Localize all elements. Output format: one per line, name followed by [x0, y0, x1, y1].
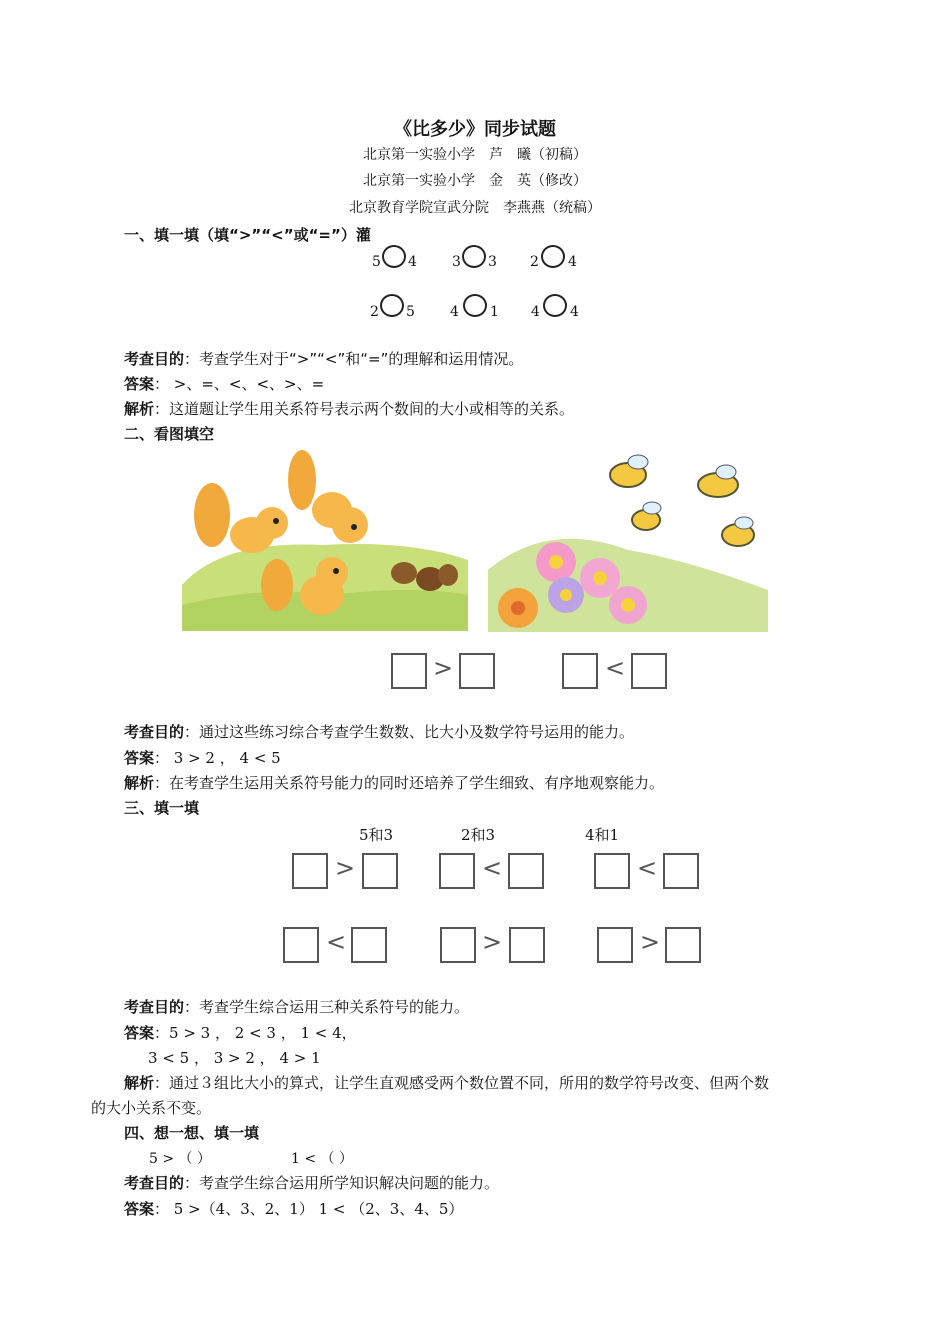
number: 2 [530, 254, 539, 270]
answer-box[interactable] [597, 927, 633, 963]
number: 5 [372, 254, 381, 270]
page-title: 《比多少》同步试题 [394, 119, 556, 140]
number: 3 [452, 254, 461, 270]
purpose-line: 考查目的：通过这些练习综合考查学生数数、比大小及数学符号运用的能力。 [124, 723, 635, 741]
squirrels-acorns-illustration [182, 445, 468, 631]
analysis-line: 解析：在考查学生运用关系符号能力的同时还培养了学生细致、有序地观察能力。 [124, 774, 665, 792]
answer-circle[interactable] [543, 294, 567, 317]
exercise-greater: 5 > （ ） [149, 1151, 211, 1167]
flower [609, 586, 647, 624]
number: 4 [531, 304, 540, 320]
flower [498, 588, 538, 628]
answer-box[interactable] [663, 853, 699, 889]
answer-box[interactable] [439, 853, 475, 889]
flower [536, 542, 576, 582]
exercise-less: 1 < （ ） [291, 1151, 353, 1167]
section-3-heading: 三、填一填 [124, 799, 200, 817]
number-pair: 4和1 [585, 826, 620, 844]
flower [580, 558, 620, 598]
number-pair: 5和3 [359, 826, 394, 844]
relation-sign: > [335, 854, 356, 882]
answer-box[interactable] [594, 853, 630, 889]
purpose-line: 考查目的：考查学生对于“>”“<”和“=”的理解和运用情况。 [124, 350, 524, 368]
number: 3 [488, 254, 497, 270]
answer-box[interactable] [631, 653, 667, 689]
section-2-heading: 二、看图填空 [124, 425, 215, 443]
answer-circle[interactable] [541, 245, 565, 268]
relation-sign: < [482, 854, 503, 882]
section-4-heading: 四、想一想、填一填 [124, 1124, 260, 1142]
bees-flowers-illustration [488, 450, 768, 632]
answer-circle[interactable] [380, 294, 404, 317]
answer-circle[interactable] [462, 245, 486, 268]
relation-sign: > [433, 654, 454, 682]
answer-line-continued: 3 < 5 ， 3 > 2 ， 4 > 1 [148, 1049, 321, 1067]
answer-circle[interactable] [382, 245, 406, 268]
analysis-line-continued: 的大小关系不变。 [91, 1099, 212, 1117]
relation-sign: < [326, 928, 347, 956]
relation-sign: > [640, 928, 661, 956]
answer-box[interactable] [292, 853, 328, 889]
analysis-line: 解析：这道题让学生用关系符号表示两个数间的大小或相等的关系。 [124, 400, 575, 418]
answer-box[interactable] [283, 927, 319, 963]
number: 4 [408, 254, 417, 270]
relation-sign: < [637, 854, 658, 882]
answer-box[interactable] [362, 853, 398, 889]
number: 2 [370, 304, 379, 320]
answer-box[interactable] [459, 653, 495, 689]
flower [548, 577, 584, 613]
author-line: 北京教育学院宣武分院 李燕燕（统稿） [349, 200, 601, 216]
number: 1 [490, 304, 499, 320]
number: 5 [406, 304, 415, 320]
answer-box[interactable] [351, 927, 387, 963]
number-pair: 2和3 [461, 826, 496, 844]
answer-box[interactable] [391, 653, 427, 689]
answer-box[interactable] [508, 853, 544, 889]
relation-sign: < [605, 654, 626, 682]
answer-circle[interactable] [463, 294, 487, 317]
answer-box[interactable] [509, 927, 545, 963]
answer-box[interactable] [562, 653, 598, 689]
author-line: 北京第一实验小学 芦 曦（初稿） [363, 147, 587, 163]
purpose-line: 考查目的：考查学生综合运用所学知识解决问题的能力。 [124, 1174, 500, 1192]
answer-line: 答案：5 > 3 ， 2 < 3 ， 1 < 4， [124, 1024, 357, 1042]
author-line: 北京第一实验小学 金 英（修改） [363, 173, 587, 189]
answer-line: 答案： >、=、<、<、>、= [124, 375, 325, 393]
answer-box[interactable] [665, 927, 701, 963]
number: 4 [568, 254, 577, 270]
number: 4 [570, 304, 579, 320]
answer-box[interactable] [440, 927, 476, 963]
section-1-heading: 一、填一填（填“>”“<”或“=”）灌 [124, 226, 371, 244]
analysis-line: 解析：通过３组比大小的算式，让学生直观感受两个数位置不同，所用的数学符号改变、但两个数 [124, 1074, 770, 1092]
answer-line: 答案： 5 >（4、3、2、1） 1 < （2、3、4、5） [124, 1200, 464, 1218]
purpose-line: 考查目的：考查学生综合运用三种关系符号的能力。 [124, 998, 470, 1016]
relation-sign: > [482, 928, 503, 956]
answer-line: 答案： 3 > 2 ， 4 < 5 [124, 749, 281, 767]
number: 4 [450, 304, 459, 320]
